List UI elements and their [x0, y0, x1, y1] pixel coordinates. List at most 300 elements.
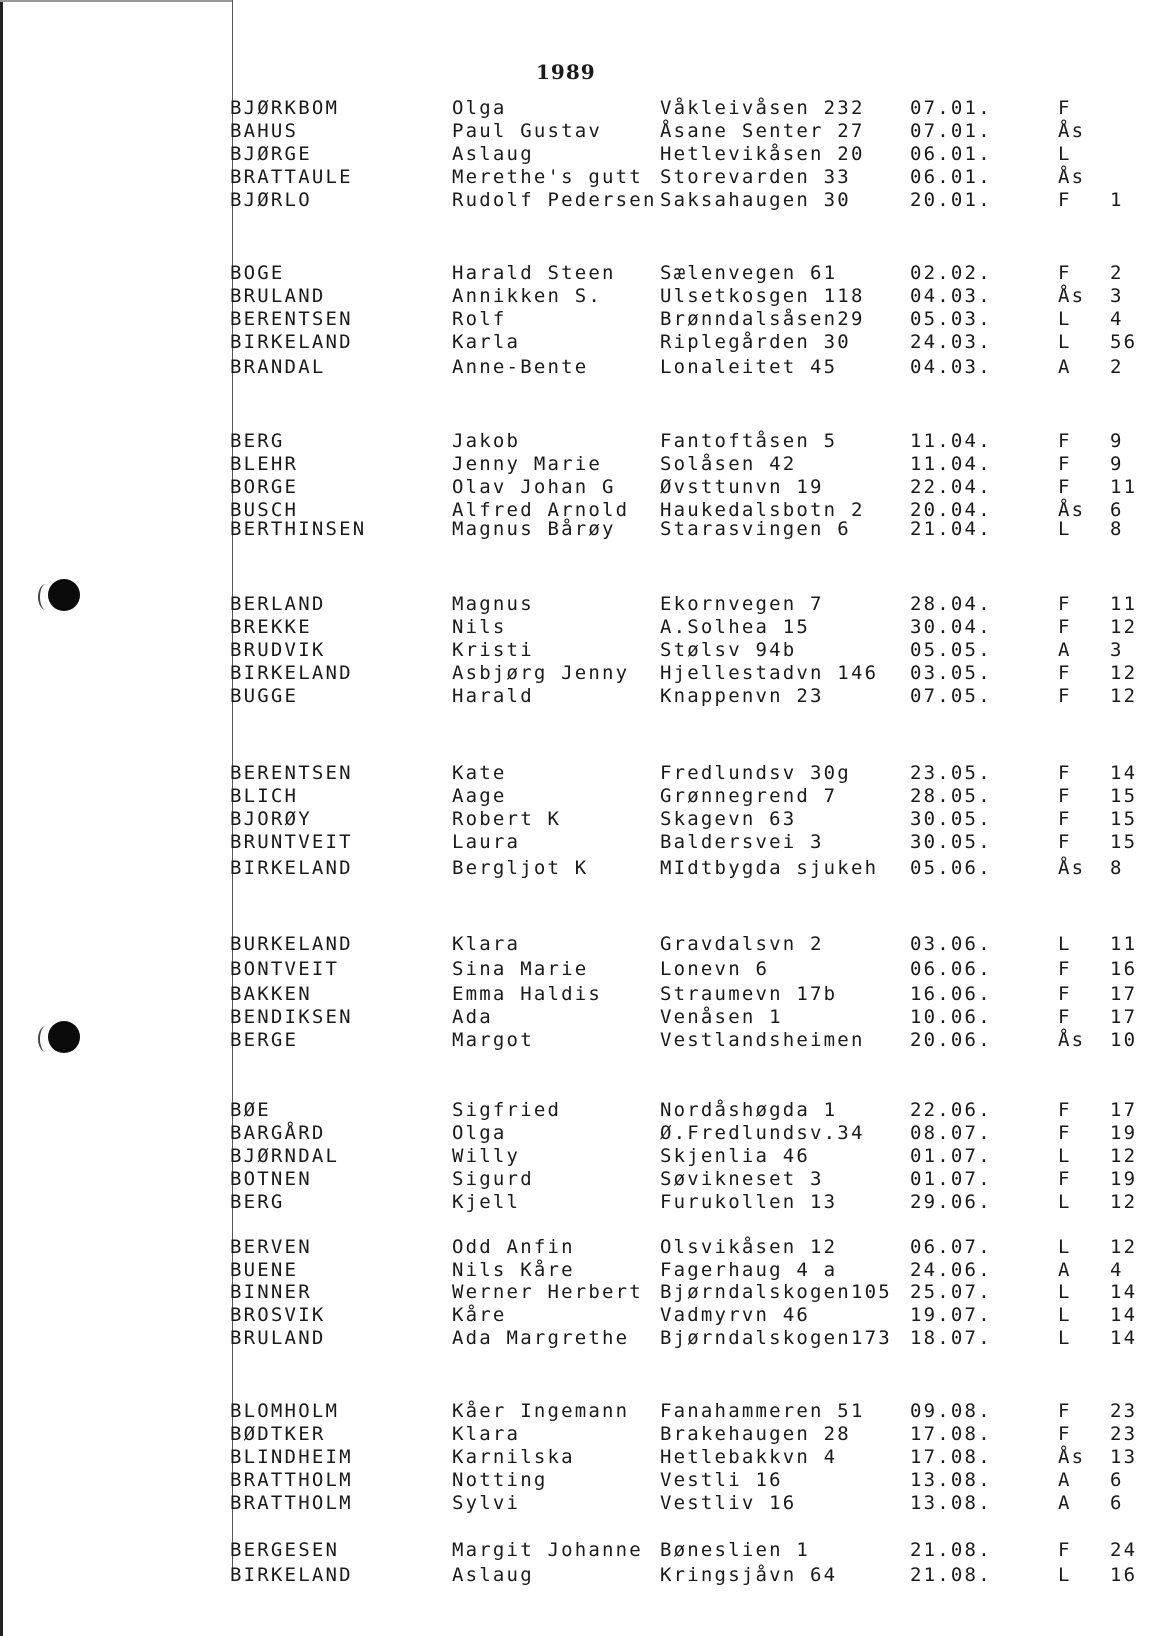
last-name: BØE	[230, 1099, 271, 1121]
date: 05.06.	[910, 857, 992, 879]
date: 17.08.	[910, 1423, 992, 1445]
category: F	[1058, 831, 1072, 853]
last-name: BIRKELAND	[230, 1564, 353, 1586]
first-name: Rudolf Pedersen	[452, 189, 657, 211]
number: 17	[1110, 983, 1138, 1005]
first-name: Asbjørg Jenny	[452, 662, 630, 684]
register-row	[0, 1469, 1168, 1493]
date: 20.04.	[910, 499, 992, 521]
category: F	[1058, 593, 1072, 615]
first-name: Nils Kåre	[452, 1259, 575, 1281]
category: F	[1058, 1539, 1072, 1561]
first-name: Klara	[452, 933, 521, 955]
address: Våkleivåsen 232	[660, 97, 865, 119]
first-name: Ada	[452, 1006, 493, 1028]
address: Storevarden 33	[660, 166, 851, 188]
address: Brakehaugen 28	[660, 1423, 851, 1445]
date: 18.07.	[910, 1327, 992, 1349]
register-row	[0, 1145, 1168, 1169]
date: 24.03.	[910, 331, 992, 353]
page-title-year: 1989	[536, 60, 596, 84]
register-row	[0, 1564, 1168, 1588]
register-row	[0, 166, 1168, 190]
last-name: BERENTSEN	[230, 762, 353, 784]
last-name: BRULAND	[230, 285, 326, 307]
last-name: BRUDVIK	[230, 639, 326, 661]
category: A	[1058, 1469, 1072, 1491]
last-name: BERG	[230, 1191, 285, 1213]
number: 3	[1110, 639, 1124, 661]
first-name: Harald	[452, 685, 534, 707]
first-name: Robert K	[452, 808, 562, 830]
first-name: Emma Haldis	[452, 983, 603, 1005]
first-name: Margit Johanne	[452, 1539, 643, 1561]
date: 07.01.	[910, 97, 992, 119]
register-row	[0, 143, 1168, 167]
address: Fantoftåsen 5	[660, 430, 838, 452]
address: Straumevn 17b	[660, 983, 838, 1005]
number: 16	[1110, 958, 1138, 980]
first-name: Alfred Arnold	[452, 499, 630, 521]
first-name: Sina Marie	[452, 958, 589, 980]
first-name: Magnus	[452, 593, 534, 615]
register-row	[0, 476, 1168, 500]
category: F	[1058, 476, 1072, 498]
category: F	[1058, 189, 1072, 211]
category: F	[1058, 1423, 1072, 1445]
address: Åsane Senter 27	[660, 120, 865, 142]
first-name: Margot	[452, 1029, 534, 1051]
number: 3	[1110, 285, 1124, 307]
first-name: Magnus Bårøy	[452, 518, 616, 540]
number: 14	[1110, 1281, 1138, 1303]
register-row	[0, 593, 1168, 617]
last-name: BAHUS	[230, 120, 299, 142]
date: 11.04.	[910, 430, 992, 452]
register-row	[0, 1327, 1168, 1351]
address: Nordåshøgda 1	[660, 1099, 838, 1121]
register-row	[0, 285, 1168, 309]
register-row	[0, 1281, 1168, 1305]
date: 22.04.	[910, 476, 992, 498]
register-row	[0, 1029, 1168, 1053]
address: Skjenlia 46	[660, 1145, 811, 1167]
first-name: Aslaug	[452, 143, 534, 165]
address: Baldersvei 3	[660, 831, 824, 853]
date: 07.05.	[910, 685, 992, 707]
address: Ø.Fredlundsv.34	[660, 1122, 865, 1144]
last-name: BERGE	[230, 1029, 299, 1051]
category: F	[1058, 1400, 1072, 1422]
date: 03.05.	[910, 662, 992, 684]
first-name: Harald Steen	[452, 262, 616, 284]
date: 06.01.	[910, 143, 992, 165]
category: Ås	[1058, 499, 1086, 521]
last-name: BIRKELAND	[230, 857, 353, 879]
category: F	[1058, 1168, 1072, 1190]
category: Ås	[1058, 120, 1086, 142]
register-row	[0, 120, 1168, 144]
category: A	[1058, 639, 1072, 661]
number: 17	[1110, 1099, 1138, 1121]
last-name: BINNER	[230, 1281, 312, 1303]
address: Ekornvegen 7	[660, 593, 824, 615]
first-name: Aage	[452, 785, 507, 807]
last-name: BREKKE	[230, 616, 312, 638]
date: 23.05.	[910, 762, 992, 784]
number: 2	[1110, 356, 1124, 378]
register-row	[0, 616, 1168, 640]
register-row	[0, 685, 1168, 709]
date: 19.07.	[910, 1304, 992, 1326]
number: 6	[1110, 1492, 1124, 1514]
first-name: Kristi	[452, 639, 534, 661]
last-name: BERVEN	[230, 1236, 312, 1258]
date: 08.07.	[910, 1122, 992, 1144]
last-name: BUENE	[230, 1259, 299, 1281]
category: F	[1058, 1006, 1072, 1028]
category: F	[1058, 762, 1072, 784]
address: Starasvingen 6	[660, 518, 851, 540]
date: 05.03.	[910, 308, 992, 330]
address: Lonaleitet 45	[660, 356, 838, 378]
date: 04.03.	[910, 356, 992, 378]
category: L	[1058, 143, 1072, 165]
number: 16	[1110, 1564, 1138, 1586]
last-name: BOTNEN	[230, 1168, 312, 1190]
first-name: Sylvi	[452, 1492, 521, 1514]
first-name: Bergljot K	[452, 857, 589, 879]
date: 21.08.	[910, 1564, 992, 1586]
address: Solåsen 42	[660, 453, 797, 475]
last-name: BRUNTVEIT	[230, 831, 353, 853]
category: L	[1058, 1145, 1072, 1167]
register-row	[0, 189, 1168, 213]
last-name: BERG	[230, 430, 285, 452]
last-name: BRULAND	[230, 1327, 326, 1349]
number: 14	[1110, 1304, 1138, 1326]
last-name: BRATTAULE	[230, 166, 353, 188]
address: Bjørndalskogen105	[660, 1281, 892, 1303]
last-name: BRANDAL	[230, 356, 326, 378]
number: 24	[1110, 1539, 1138, 1561]
address: Fanahammeren 51	[660, 1400, 865, 1422]
register-row	[0, 1423, 1168, 1447]
first-name: Paul Gustav	[452, 120, 603, 142]
last-name: BRATTHOLM	[230, 1469, 353, 1491]
number: 15	[1110, 831, 1138, 853]
address: MIdtbygda sjukeh	[660, 857, 879, 879]
number: 1	[1110, 189, 1124, 211]
number: 4	[1110, 1259, 1124, 1281]
date: 24.06.	[910, 1259, 992, 1281]
date: 06.07.	[910, 1236, 992, 1258]
number: 14	[1110, 1327, 1138, 1349]
register-row	[0, 97, 1168, 121]
first-name: Aslaug	[452, 1564, 534, 1586]
date: 20.06.	[910, 1029, 992, 1051]
first-name: Werner Herbert	[452, 1281, 643, 1303]
date: 17.08.	[910, 1446, 992, 1468]
category: A	[1058, 1259, 1072, 1281]
address: Vestlandsheimen	[660, 1029, 865, 1051]
last-name: BERTHINSEN	[230, 518, 367, 540]
number: 6	[1110, 499, 1124, 521]
category: L	[1058, 933, 1072, 955]
register-row	[0, 1446, 1168, 1470]
last-name: BJØRNDAL	[230, 1145, 340, 1167]
number: 15	[1110, 808, 1138, 830]
register-row	[0, 308, 1168, 332]
last-name: BERENTSEN	[230, 308, 353, 330]
last-name: BLEHR	[230, 453, 299, 475]
date: 01.07.	[910, 1145, 992, 1167]
category: F	[1058, 1099, 1072, 1121]
date: 05.05.	[910, 639, 992, 661]
address: Gravdalsvn 2	[660, 933, 824, 955]
date: 04.03.	[910, 285, 992, 307]
first-name: Anne-Bente	[452, 356, 589, 378]
register-row	[0, 1259, 1168, 1283]
date: 25.07.	[910, 1281, 992, 1303]
category: L	[1058, 331, 1072, 353]
register-row	[0, 1006, 1168, 1030]
register-row	[0, 958, 1168, 982]
register-row	[0, 1099, 1168, 1123]
address: Furukollen 13	[660, 1191, 838, 1213]
date: 28.05.	[910, 785, 992, 807]
category: Ås	[1058, 1446, 1086, 1468]
address: Øvsttunvn 19	[660, 476, 824, 498]
address: Venåsen 1	[660, 1006, 783, 1028]
address: Vestli 16	[660, 1469, 783, 1491]
first-name: Olav Johan G	[452, 476, 616, 498]
register-row	[0, 1168, 1168, 1192]
number: 12	[1110, 1236, 1138, 1258]
last-name: BJØRKBOM	[230, 97, 340, 119]
category: L	[1058, 1191, 1072, 1213]
date: 06.06.	[910, 958, 992, 980]
address: Kringsjåvn 64	[660, 1564, 838, 1586]
number: 12	[1110, 1145, 1138, 1167]
address: Skagevn 63	[660, 808, 797, 830]
last-name: BERLAND	[230, 593, 326, 615]
address: Sælenvegen 61	[660, 262, 838, 284]
date: 13.08.	[910, 1492, 992, 1514]
last-name: BOGE	[230, 262, 285, 284]
date: 16.06.	[910, 983, 992, 1005]
date: 28.04.	[910, 593, 992, 615]
category: F	[1058, 1122, 1072, 1144]
date: 07.01.	[910, 120, 992, 142]
first-name: Sigfried	[452, 1099, 562, 1121]
address: Grønnegrend 7	[660, 785, 838, 807]
category: F	[1058, 808, 1072, 830]
category: F	[1058, 958, 1072, 980]
address: Fagerhaug 4 a	[660, 1259, 838, 1281]
top-rule	[0, 0, 232, 2]
number: 56	[1110, 331, 1138, 353]
last-name: BJØRLO	[230, 189, 312, 211]
number: 8	[1110, 857, 1124, 879]
last-name: BRATTHOLM	[230, 1492, 353, 1514]
date: 11.04.	[910, 453, 992, 475]
last-name: BENDIKSEN	[230, 1006, 353, 1028]
date: 09.08.	[910, 1400, 992, 1422]
number: 19	[1110, 1168, 1138, 1190]
last-name: BJØRGE	[230, 143, 312, 165]
register-row	[0, 1191, 1168, 1215]
address: Ulsetkosgen 118	[660, 285, 865, 307]
number: 23	[1110, 1400, 1138, 1422]
date: 21.08.	[910, 1539, 992, 1561]
date: 30.05.	[910, 808, 992, 830]
register-row	[0, 933, 1168, 957]
number: 11	[1110, 933, 1138, 955]
category: F	[1058, 97, 1072, 119]
number: 2	[1110, 262, 1124, 284]
category: L	[1058, 518, 1072, 540]
number: 11	[1110, 476, 1138, 498]
address: Søvikneset 3	[660, 1168, 824, 1190]
category: L	[1058, 1564, 1072, 1586]
category: F	[1058, 662, 1072, 684]
address: Saksahaugen 30	[660, 189, 851, 211]
number: 4	[1110, 308, 1124, 330]
date: 30.05.	[910, 831, 992, 853]
address: Bjørndalskogen173	[660, 1327, 892, 1349]
address: Vestliv 16	[660, 1492, 797, 1514]
date: 20.01.	[910, 189, 992, 211]
last-name: BURKELAND	[230, 933, 353, 955]
number: 12	[1110, 662, 1138, 684]
last-name: BARGÅRD	[230, 1122, 326, 1144]
last-name: BLOMHOLM	[230, 1400, 340, 1422]
address: Bøneslien 1	[660, 1539, 811, 1561]
number: 23	[1110, 1423, 1138, 1445]
address: Haukedalsbotn 2	[660, 499, 865, 521]
register-row	[0, 1400, 1168, 1424]
last-name: BJORØY	[230, 808, 312, 830]
number: 9	[1110, 453, 1124, 475]
register-row	[0, 430, 1168, 454]
first-name: Jenny Marie	[452, 453, 603, 475]
category: F	[1058, 983, 1072, 1005]
last-name: BØDTKER	[230, 1423, 326, 1445]
date: 10.06.	[910, 1006, 992, 1028]
first-name: Jakob	[452, 430, 521, 452]
register-row	[0, 785, 1168, 809]
first-name: Kate	[452, 762, 507, 784]
category: L	[1058, 1327, 1072, 1349]
first-name: Ada Margrethe	[452, 1327, 630, 1349]
category: L	[1058, 308, 1072, 330]
category: F	[1058, 262, 1072, 284]
first-name: Olga	[452, 97, 507, 119]
first-name: Sigurd	[452, 1168, 534, 1190]
number: 12	[1110, 685, 1138, 707]
register-row	[0, 857, 1168, 881]
register-row	[0, 1236, 1168, 1260]
number: 19	[1110, 1122, 1138, 1144]
address: Brønndalsåsen29	[660, 308, 865, 330]
date: 13.08.	[910, 1469, 992, 1491]
category: L	[1058, 1281, 1072, 1303]
date: 30.04.	[910, 616, 992, 638]
first-name: Merethe's gutt	[452, 166, 643, 188]
number: 6	[1110, 1469, 1124, 1491]
address: Olsvikåsen 12	[660, 1236, 838, 1258]
address: Hetlevikåsen 20	[660, 143, 865, 165]
last-name: BERGESEN	[230, 1539, 340, 1561]
last-name: BORGE	[230, 476, 299, 498]
register-row	[0, 262, 1168, 286]
register-row	[0, 662, 1168, 686]
date: 21.04.	[910, 518, 992, 540]
first-name: Annikken S.	[452, 285, 603, 307]
first-name: Kjell	[452, 1191, 521, 1213]
address: Fredlundsv 30g	[660, 762, 851, 784]
category: F	[1058, 685, 1072, 707]
category: F	[1058, 453, 1072, 475]
register-row	[0, 1122, 1168, 1146]
first-name: Klara	[452, 1423, 521, 1445]
category: F	[1058, 616, 1072, 638]
first-name: Nils	[452, 616, 507, 638]
category: Ås	[1058, 1029, 1086, 1051]
address: Knappenvn 23	[660, 685, 824, 707]
date: 01.07.	[910, 1168, 992, 1190]
address: Lonevn 6	[660, 958, 770, 980]
last-name: BLICH	[230, 785, 299, 807]
last-name: BROSVIK	[230, 1304, 326, 1326]
number: 12	[1110, 1191, 1138, 1213]
register-row	[0, 453, 1168, 477]
date: 22.06.	[910, 1099, 992, 1121]
last-name: BLINDHEIM	[230, 1446, 353, 1468]
last-name: BUSCH	[230, 499, 299, 521]
category: A	[1058, 1492, 1072, 1514]
address: Stølsv 94b	[660, 639, 797, 661]
number: 9	[1110, 430, 1124, 452]
address: A.Solhea 15	[660, 616, 811, 638]
category: Ås	[1058, 857, 1086, 879]
first-name: Karnilska	[452, 1446, 575, 1468]
first-name: Karla	[452, 331, 521, 353]
address: Hjellestadvn 146	[660, 662, 879, 684]
last-name: BONTVEIT	[230, 958, 340, 980]
category: F	[1058, 785, 1072, 807]
number: 11	[1110, 593, 1138, 615]
number: 8	[1110, 518, 1124, 540]
register-row	[0, 1492, 1168, 1516]
category: L	[1058, 1304, 1072, 1326]
number: 12	[1110, 616, 1138, 638]
register-row	[0, 808, 1168, 832]
first-name: Odd Anfin	[452, 1236, 575, 1258]
first-name: Notting	[452, 1469, 548, 1491]
register-row	[0, 983, 1168, 1007]
address: Vadmyrvn 46	[660, 1304, 811, 1326]
address: Riplegården 30	[660, 331, 851, 353]
register-row	[0, 639, 1168, 663]
number: 13	[1110, 1446, 1138, 1468]
number: 17	[1110, 1006, 1138, 1028]
number: 15	[1110, 785, 1138, 807]
first-name: Kåre	[452, 1304, 507, 1326]
register-row	[0, 1539, 1168, 1563]
last-name: BUGGE	[230, 685, 299, 707]
